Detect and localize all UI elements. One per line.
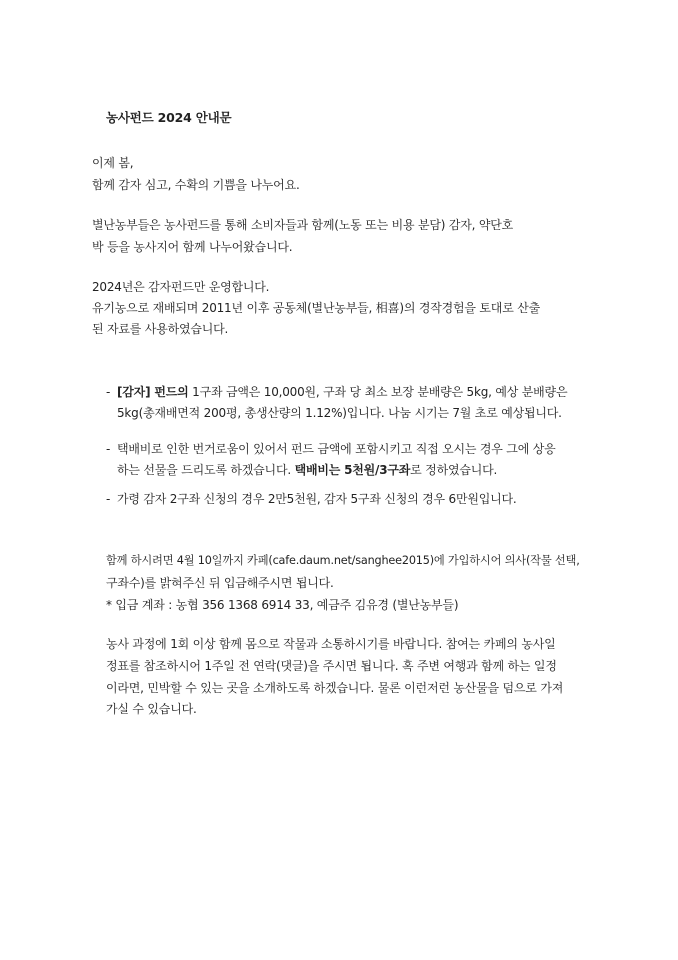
bullet-dash: - — [106, 385, 111, 399]
closing-line-3: 이라면, 민박할 수 있는 곳을 소개하도록 하겠습니다. 물론 이런저런 농산물을 덤으로 가져 — [106, 681, 564, 695]
closing-line-1: 농사 과정에 1회 이상 함께 몸으로 작물과 소통하시기를 바랍니다. 참여는 카페의 농사일 — [106, 637, 556, 651]
document-title: 농사펀드 2024 안내문 — [106, 110, 232, 125]
bullet-2-bold: 택배비는 5천원/3구좌 — [294, 463, 411, 477]
para1-line-1: 별난농부들은 농사펀드를 통해 소비자들과 함께(노동 또는 비용 분담) 감자, 약단호 — [92, 218, 514, 232]
bullet-1-bold: [감자] 펀드의 — [117, 385, 189, 399]
para2-line-2: 유기농으로 재배되며 2011년 이후 공동체(별난농부들, 相喜)의 경작경험을 토대로 산출 — [92, 301, 540, 315]
bullet-2-pre: 하는 선물을 드리도록 하겠습니다. — [117, 463, 295, 477]
para1-line-2: 박 등을 농사지어 함께 나누어왔습니다. — [92, 240, 293, 254]
signup-line-2: 구좌수)를 밝혀주신 뒤 입금해주시면 됩니다. — [106, 576, 334, 590]
closing-line-2: 정표를 참조하시어 1주일 전 연락(댓글)을 주시면 됩니다. 혹 주변 여행과 함께 하는 일정 — [106, 659, 557, 673]
bullet-2-post: 로 정하였습니다. — [410, 463, 498, 477]
bullet-dash: - — [106, 442, 111, 456]
bullet-3-line-1: 가령 감자 2구좌 신청의 경우 2만5천원, 감자 5구좌 신청의 경우 6만원입니다. — [117, 492, 517, 506]
bullet-dash: - — [106, 492, 111, 506]
bullet-2-line-1: 택배비로 인한 번거로움이 있어서 펀드 금액에 포함시키고 직접 오시는 경우 그에 상응 — [117, 442, 556, 456]
bullet-1-line-2: 5kg(총재배면적 200평, 총생산량의 1.12%)입니다. 나눔 시기는 7월 초로 예상됩니다. — [117, 406, 562, 420]
bullet-2-line-2 — [117, 462, 497, 478]
bullet-1-line-1 — [117, 384, 567, 400]
intro-line-2: 함께 감자 심고, 수확의 기쁨을 나누어요. — [92, 178, 300, 192]
intro-line-1: 이제 봄, — [92, 156, 134, 170]
para2-line-1: 2024년은 감자펀드만 운영합니다. — [92, 280, 270, 294]
para2-line-3: 된 자료를 사용하였습니다. — [92, 322, 229, 336]
bullet-1-rest: 1구좌 금액은 10,000원, 구좌 당 최소 보장 분배량은 5kg, 예상 분배량은 — [188, 385, 568, 399]
signup-line-1: 함께 하시려면 4월 10일까지 카페(cafe.daum.net/sanghee2015)에 가입하시어 의사(작물 선택, — [106, 554, 580, 567]
deposit-account: * 입금 계좌 : 농협 356 1368 6914 33, 예금주 김유경 (별난농부들) — [106, 598, 459, 612]
closing-line-4: 가실 수 있습니다. — [106, 702, 197, 716]
